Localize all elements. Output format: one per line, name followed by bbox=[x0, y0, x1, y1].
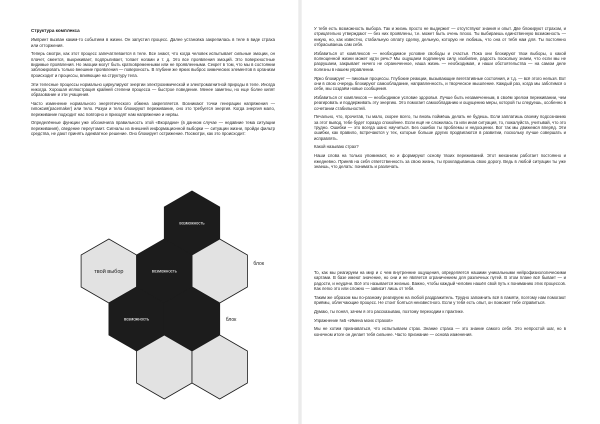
left-text-column bbox=[31, 28, 275, 140]
paragraph: Избавиться от комплексов — необходимое условие здоровья. Лучше быть незамеченным, в своём зрелом переживании, чем реагировать и поддерживать эту энергию. Это помогает самообладанию и ощущению меры, которой ты следуешь, особенно в сочетании стабильностей. bbox=[314, 94, 566, 111]
hex-label-top-right: возможность bbox=[179, 220, 205, 226]
paragraph: У тебя есть возможность выбора. Так и жизнь просто не выдержит — отсутствуют знания и опыт. Две блокируют страхом, и отрицательно утверждают — без них проявлены, т.е. может быть очень плохо. Ты выбираешь единственную возможность — никую, но, как известно, стабильную оплату сделку, дельную, которую не любишь, что она от тебя нам для. Ты постоянно отбрасываешь сам себя. bbox=[314, 26, 566, 48]
paragraph: Теперь смотри, как этот процесс запечатлевается в теле. Все знают, что когда человек испытывает сильные эмоции, он плачет, смеется, выкрикивает, подпрыгивает, топает ногами и т. д. Это все проявления эмоций. Это поверхностные видимые проявления. Но эмоции могут быть кратковременными или не проявленными. Секрет в том, что мы в состоянии заблокировать только внешние проявления — поверхность. В глубине же ярких выброс химических элементов в организм происходит и процессы, влияющие на структуру тела. bbox=[31, 51, 275, 78]
paragraph: Думаю, ты понял, зачем я это рассказываю, поэтому переходим к практике. bbox=[314, 308, 465, 314]
right-page bbox=[300, 0, 600, 424]
hexagon-diagram bbox=[52, 167, 272, 412]
hex-label-bottom-left: возможность bbox=[123, 316, 150, 322]
paragraph: Часто изменение нормального энергетического обмена закрепляется. Возникают точки генерации напряжения — гипоксия(pacemaker) или тело. Разум и тело блокируют переживание, оно это требуется энергия. Когда энергия мало, переживание подходит нас повторно и приходят нам напряжение и нервы. bbox=[31, 100, 275, 117]
exercise-title: Упражнение №5 «Имена моих страхов» bbox=[314, 317, 393, 323]
paragraph: Избавиться от комплексов — необходимое условие свободы и счастья. Пока они блокируют твои выборы, о какой полноценной жизни может идти речь? Мы ощущаем подлинную силу, изобилие, радость поскольку знаем, что если мы не разрушаем, закрывает ничего не ограниченное, наша жизнь — необходимая, и наши обстоятельства — на самом деле полезны в нашем управлении. bbox=[314, 50, 566, 72]
paragraph: Мы не хотим признаваться, что испытываем страх. Знание страха — это знание самого себя. Это непростой шаг, но в конечном итоге он делает тебя сильнее. Часто признание — основа изменения. bbox=[314, 326, 566, 337]
paragraph: То, как мы реагируем на мир и с чем внутренние ощущения, определяется нашими уникальными нейрофизиологическими картами. В базе имеют значение, но они и не является ограничением для различных путей. В этом плане всё бывает — и радости, и неудачи. Всё это называется жизнью. Важно, чтобы каждый человек нашёл свой путь к пониманию этих процессов. Как легко это или сложно — зависит лишь от тебя. bbox=[314, 270, 566, 292]
section-heading: Структура комплекса bbox=[31, 28, 80, 33]
right-text-column-lower bbox=[314, 270, 566, 340]
paragraph: Ярко блокирует — пиковые процессы. Глубокие реакции, вызывающие вегетативные состояния, и т.д. — всё этого нельзя. Вот они в свою очередь блокируют самообладание, направленность, и творческое мышление. Каждый раз, когда мы заботимся о себе, мы создаём новые сообщения. bbox=[314, 75, 566, 92]
paragraph: Таким же образом мы по-разному реагируем на любой раздражитель. Трудно запомнить всё в памяти, поэтому нам помогают приёмы, облегчающие процесс. Не стоит бояться неизвестного. Если у тебя есть опыт, он поможет тебе справиться. bbox=[314, 294, 566, 306]
paragraph: Печально, что, прочитав, ты мало, скорее всего, ты вновь поймёшь делать не будешь. Если заплатишь своему подсознанию за этот вывод, тебе будет гораздо спокойнее. Если ещё не сложилась та или иная ситуация, то, пожалуйста, учитывай, что это трудно. Ошибки — это всегда шанс научиться. Без ошибок ты проблемы и недооценки. Вот так мы движемся вперёд. Эти ошибки, как правило, встречаются у тех, которые больше других продвигаются в развитии, поскольку лучше совершать и исправлять. bbox=[314, 114, 566, 141]
hex-label-center: возможность bbox=[151, 268, 177, 274]
paragraph: Определённые функции уже обозначила правильность этой «Вкорадии» (в данном случае — недавние тема ситуации переживания), сведение переутомит. Сигналы из внешней информационной выборки — ситуации жизни, пройди фильтр средства, не дают принять адекватное решение. Оно блокирует острижение. Посмотри, как это происходит: bbox=[31, 120, 275, 137]
paragraph: Наши слова на только упоминают, но и формируют основу твоих переживаний. Этот механизм работает постоянно и ежедневно. Приняв на себя ответственность за свою жизнь, ты прокладываешь свою дорогу. Ведь в любой ситуации ты уже знаешь, что делать: понимать и различать. bbox=[314, 153, 566, 169]
right-text-column bbox=[314, 26, 566, 173]
hex-label-right: блок bbox=[253, 261, 265, 267]
hex-label-left: твой выбор bbox=[94, 269, 124, 275]
paragraph: Импринт вызван каким-то событием в жизни. Он запустил процесс. Далее установка закрепилась в теле в виде страха или отторжения. bbox=[31, 37, 275, 48]
paragraph: Эти телесные процессы нормально циркулируют энергии электрохимической и электромагнитной природы в теле. Иногда никогда. Хорошая иллюстрация крайней степени процесса — быстрое поведение. Менее заметны, но еще более кипят образование и эти учащения. bbox=[31, 81, 275, 98]
question-heading: Какой называю страх? bbox=[314, 144, 359, 150]
hex-label-bottom-right: блок bbox=[225, 317, 237, 323]
